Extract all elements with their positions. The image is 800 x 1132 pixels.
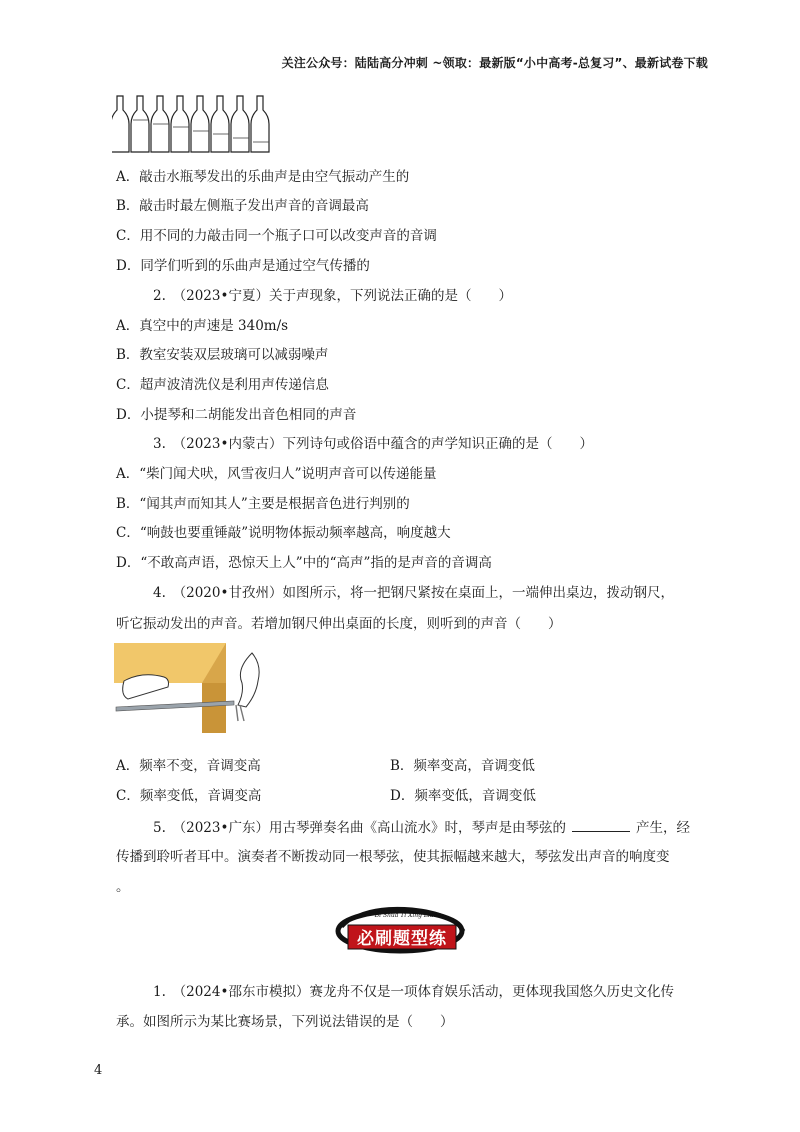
- p1-stem-line2: 承。如图所示为某比赛场景，下列说法错误的是（ ）: [116, 1014, 454, 1030]
- bottle-6: [211, 96, 229, 152]
- q5-stem-part1: 5. （2023•广东）用古琴弹奏名曲《高山流水》时，琴声是由琴弦的: [153, 820, 566, 836]
- q3-option-a: A．“柴门闻犬吠，风雪夜归人”说明声音可以传递能量: [116, 466, 437, 482]
- page-number: 4: [94, 1063, 103, 1078]
- q1-option-b: B．敲击时最左侧瓶子发出声音的音调最高: [116, 198, 369, 214]
- q4-stem-line2: 听它振动发出的声音。若增加钢尺伸出桌面的长度，则听到的声音（ ）: [116, 616, 562, 632]
- q4-option-a: A．频率不变，音调变高: [116, 758, 261, 774]
- q2-stem: 2. （2023•宁夏）关于声现象，下列说法正确的是（ ）: [153, 288, 512, 304]
- q1-option-c: C．用不同的力敲击同一个瓶子口可以改变声音的音调: [116, 228, 437, 244]
- q3-option-b: B．“闻其声而知其人”主要是根据音色进行判别的: [116, 496, 410, 512]
- page-header: 关注公众号：陆陆高分冲刺 ~领取：最新版“小中高考-总复习”、最新试卷下载: [281, 56, 708, 70]
- bottle-5: [191, 96, 209, 152]
- section-badge: [330, 905, 472, 957]
- q3-stem: 3. （2023•内蒙古）下列诗句或俗语中蕴含的声学知识正确的是（ ）: [153, 436, 593, 452]
- bottle-7: [231, 96, 249, 152]
- table-leg: [202, 683, 226, 733]
- q4-option-d: D．频率变低，音调变低: [390, 788, 536, 804]
- q3-option-d: D．“不敢高声语，恐惊天上人”中的“高声”指的是声音的音调高: [116, 555, 492, 571]
- water-bottles-figure: [112, 94, 272, 154]
- q5-stem-line2: 传播到聆听者耳中。演奏者不断拨动同一根琴弦，使其振幅越来越大，琴弦发出声音的响度变: [116, 849, 670, 865]
- badge-script-text: Bi Shua Ti Xing Lian: [374, 912, 438, 919]
- bottle-2: [131, 96, 149, 152]
- bottle-1: [112, 96, 129, 152]
- steel-ruler-figure: [114, 643, 274, 733]
- q2-option-d: D．小提琴和二胡能发出音色相同的声音: [116, 407, 357, 423]
- q1-option-a: A．敲击水瓶琴发出的乐曲声是由空气振动产生的: [116, 169, 410, 185]
- q5-stem-part2: 产生，经: [635, 820, 690, 836]
- pressing-hand: [123, 675, 169, 699]
- bottle-8: [251, 96, 269, 152]
- q1-option-d: D．同学们听到的乐曲声是通过空气传播的: [116, 258, 370, 274]
- q2-option-a: A．真空中的声速是 340m/s: [116, 318, 289, 334]
- plucking-hand: [238, 653, 259, 707]
- bottle-4: [171, 96, 189, 152]
- q2-option-b: B．教室安装双层玻璃可以减弱噪声: [116, 347, 329, 363]
- badge-text: 必刷题型练: [357, 929, 447, 949]
- q2-option-c: C．超声波清洗仪是利用声传递信息: [116, 377, 329, 393]
- q4-option-c: C．频率变低，音调变高: [116, 788, 262, 804]
- q4-option-b: B．频率变高，音调变低: [390, 758, 535, 774]
- q5-stem-line1: [153, 817, 690, 837]
- q3-option-c: C．“响鼓也要重锤敲”说明物体振动频率越高，响度越大: [116, 525, 451, 541]
- q4-stem-line1: 4. （2020•甘孜州）如图所示，将一把钢尺紧按在桌面上，一端伸出桌边，拨动钢尺，: [153, 585, 674, 601]
- q5-blank-1: [572, 817, 630, 832]
- q5-stem-line3: 。: [116, 879, 130, 895]
- p1-stem-line1: 1. （2024•邵东市模拟）赛龙舟不仅是一项体育娱乐活动，更体现我国悠久历史文化传: [153, 984, 674, 1000]
